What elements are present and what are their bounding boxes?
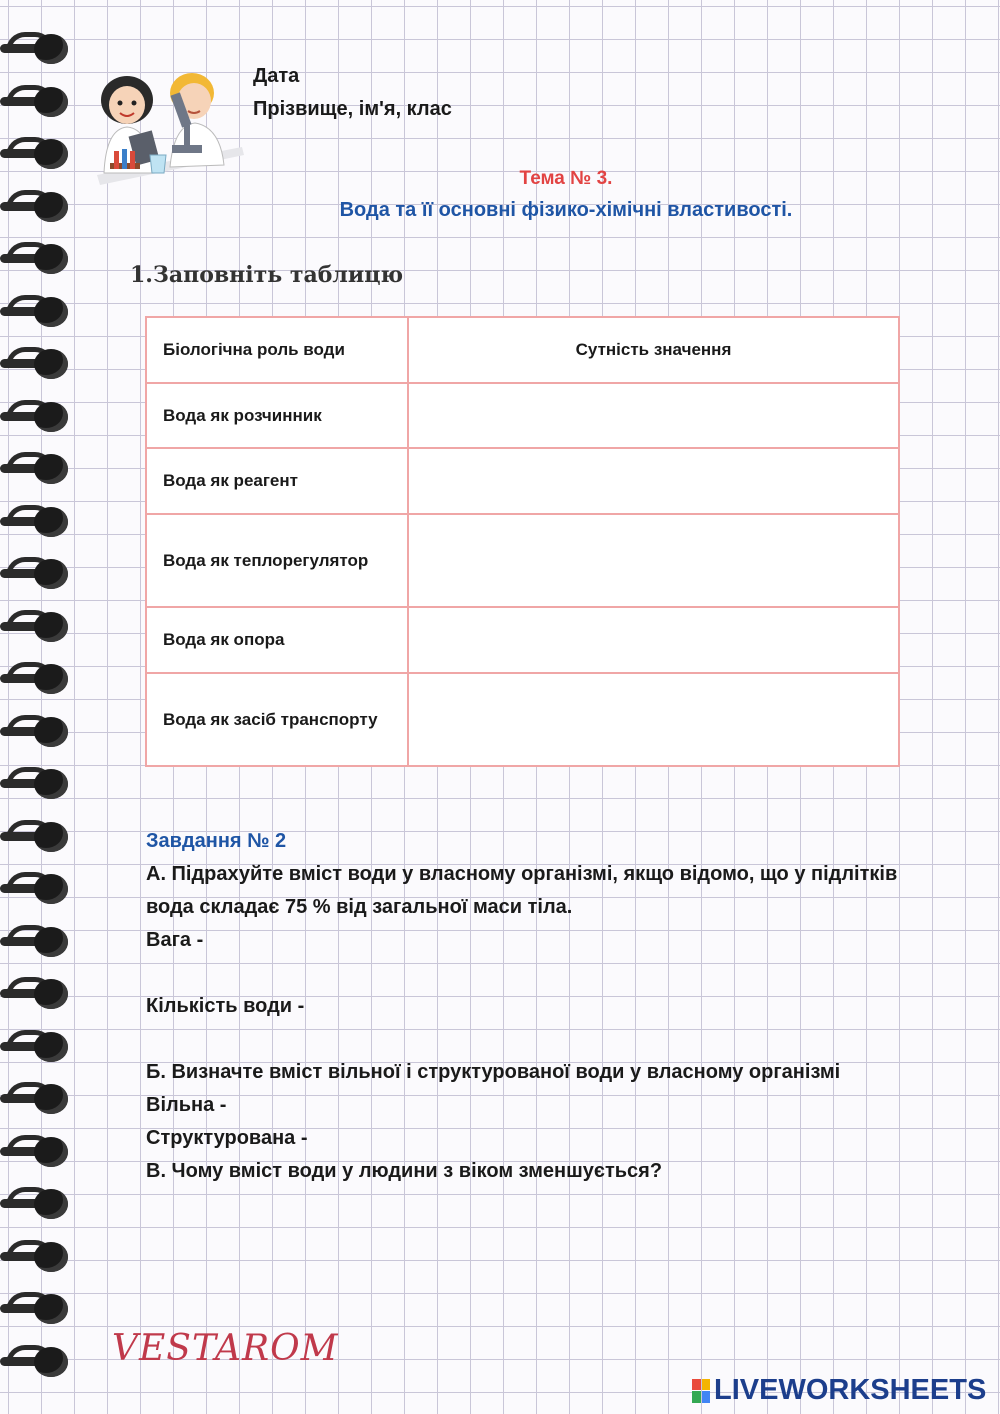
answer-cell-solvent[interactable]: [408, 383, 899, 448]
spiral-ring: [0, 1343, 78, 1379]
column-header-role: Біологічна роль води: [146, 317, 408, 383]
row-label-solvent: Вода як розчинник: [146, 383, 408, 448]
spiral-ring: [0, 1290, 78, 1326]
spiral-ring: [0, 765, 78, 801]
task2-c-text[interactable]: В. Чому вміст води у людини з віком зменшується?: [146, 1160, 663, 1182]
row-label-reagent: Вода як реагент: [146, 448, 408, 514]
spiral-ring: [0, 450, 78, 486]
spiral-ring: [0, 1185, 78, 1221]
spiral-ring: [0, 1080, 78, 1116]
spiral-ring: [0, 293, 78, 329]
spiral-ring: [0, 30, 78, 66]
task2-title: Завдання № 2: [146, 830, 287, 852]
spiral-ring: [0, 1028, 78, 1064]
table-header-row: [146, 317, 899, 383]
spiral-ring: [0, 345, 78, 381]
answer-cell-thermoregulator[interactable]: [408, 514, 899, 607]
liveworksheets-wordmark: LIVEWORKSHEETS: [714, 1374, 987, 1406]
spiral-ring: [0, 660, 78, 696]
water-roles-table: [145, 316, 900, 767]
spiral-ring: [0, 1238, 78, 1274]
answer-cell-support[interactable]: [408, 607, 899, 673]
spacer: [146, 1023, 906, 1056]
spiral-ring: [0, 608, 78, 644]
answer-cell-reagent[interactable]: [408, 448, 899, 514]
water-amount-label[interactable]: Кількість води -: [146, 995, 305, 1017]
table-row: [146, 383, 899, 448]
task2-b-text: Б. Визначте вміст вільної і структурованої води у власному організмі: [146, 1061, 841, 1083]
table-row: [146, 673, 899, 766]
task1-title: 1.Заповніть таблицю: [130, 262, 404, 288]
spiral-ring: [0, 975, 78, 1011]
name-class-label[interactable]: Прізвище, ім'я, клас: [253, 98, 452, 120]
topic-number: Тема № 3.: [519, 168, 613, 189]
spiral-ring: [0, 870, 78, 906]
spacer: [146, 957, 906, 990]
structured-water-label[interactable]: Структурована -: [146, 1127, 308, 1149]
column-header-essence: Сутність значення: [408, 317, 899, 383]
table-row: [146, 607, 899, 673]
spiral-ring: [0, 398, 78, 434]
spiral-ring: [0, 1133, 78, 1169]
spiral-ring: [0, 83, 78, 119]
student-info: [253, 60, 452, 126]
spiral-ring: [0, 503, 78, 539]
topic-title: Вода та її основні фізико-хімічні властивості.: [339, 199, 793, 221]
date-label[interactable]: Дата: [253, 65, 300, 87]
spiral-ring: [0, 555, 78, 591]
table-row: [146, 514, 899, 607]
spiral-ring: [0, 713, 78, 749]
spiral-ring: [0, 135, 78, 171]
weight-label[interactable]: Вага -: [146, 929, 204, 951]
row-label-transport: Вода як засіб транспорту: [146, 673, 408, 766]
answer-cell-transport[interactable]: [408, 673, 899, 766]
spiral-ring: [0, 923, 78, 959]
free-water-label[interactable]: Вільна -: [146, 1094, 227, 1116]
liveworksheets-logo: [692, 1374, 986, 1407]
liveworksheets-icon: [692, 1379, 710, 1403]
spiral-binding: [0, 30, 78, 1400]
table-row: [146, 448, 899, 514]
task2-section: [146, 825, 906, 1188]
vestarom-logo: VESTAROM: [112, 1328, 339, 1369]
spiral-ring: [0, 240, 78, 276]
row-label-thermoregulator: Вода як теплорегулятор: [146, 514, 408, 607]
spiral-ring: [0, 818, 78, 854]
task2-a-text: А. Підрахуйте вміст води у власному організмі, якщо відомо, що у підлітків вода складає 75 % від загальної маси тіла.: [146, 863, 898, 918]
row-label-support: Вода як опора: [146, 607, 408, 673]
